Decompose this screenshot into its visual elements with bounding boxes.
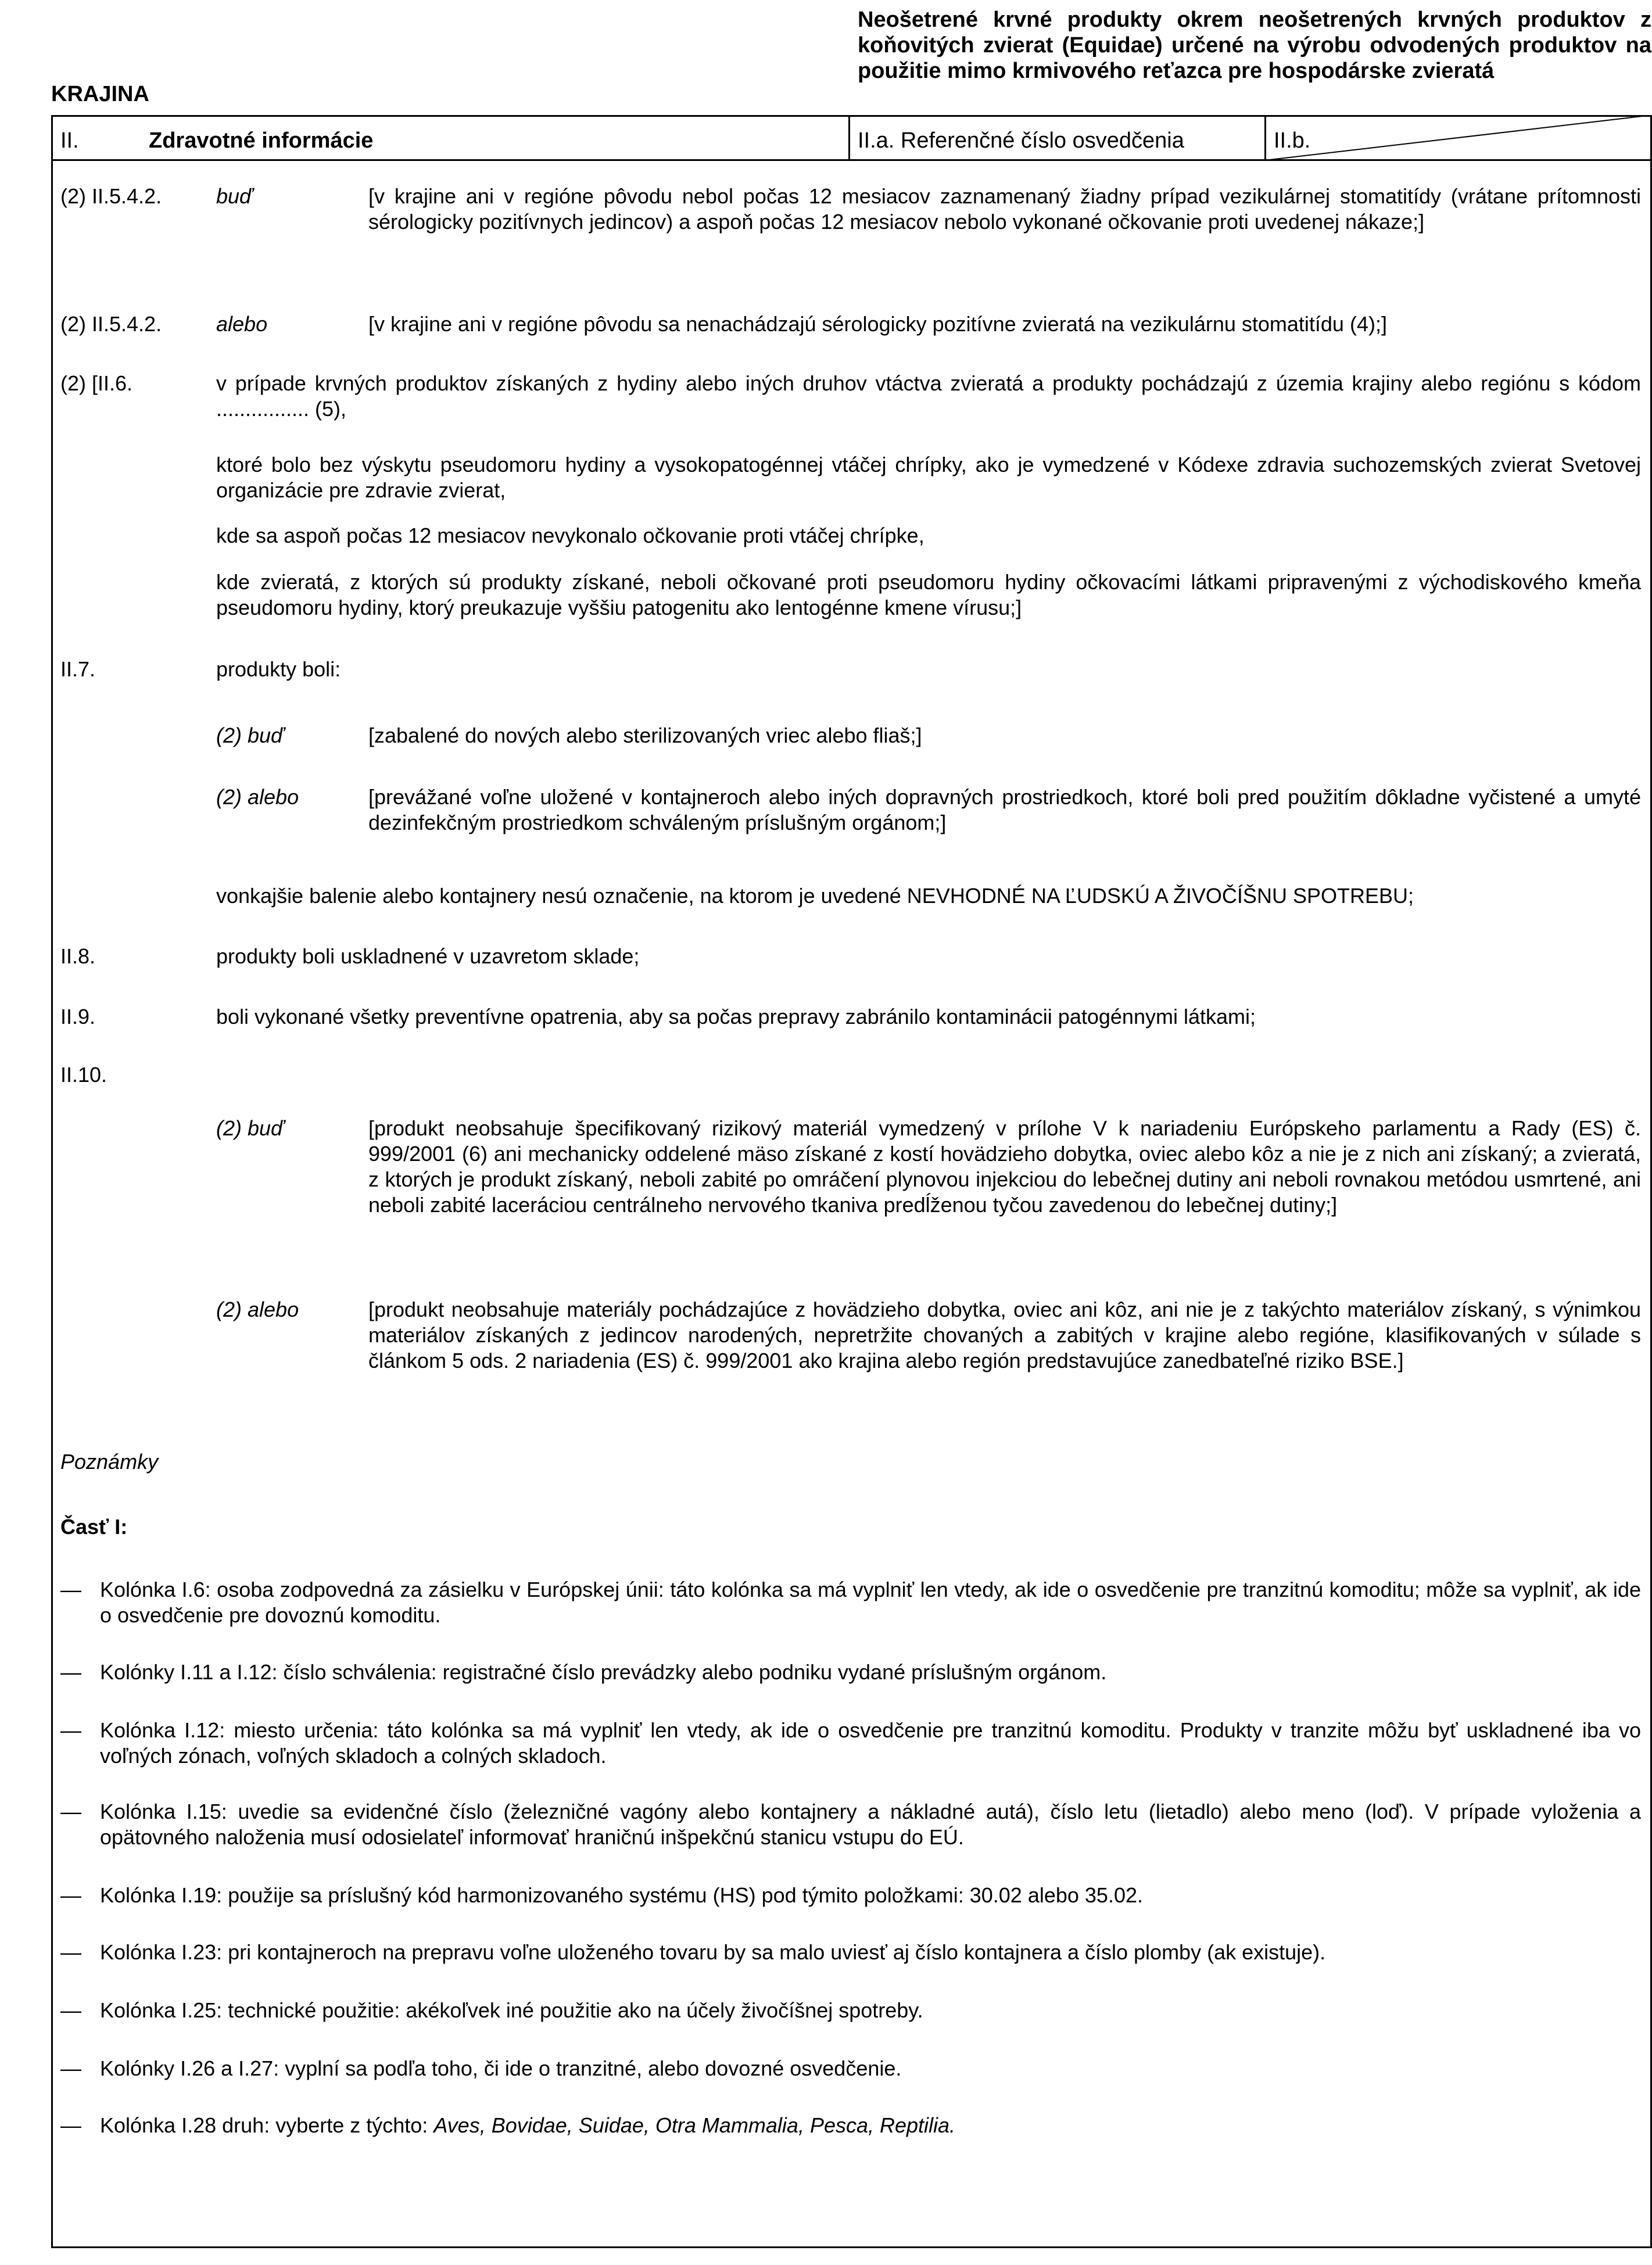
note-text: Kolónky I.26 a I.27: vyplní sa podľa toho, či ide o tranzitné, alebo dovozné osvedčenie. bbox=[100, 2056, 902, 2080]
item-keyword: alebo bbox=[216, 312, 268, 336]
item-intro: produkty boli: bbox=[216, 657, 341, 681]
option-keyword: (2) alebo bbox=[216, 1298, 299, 1321]
option-text: [produkt neobsahuje špecifikovaný rizikový materiál vymedzený v prílohe V k nariadeniu Európskeho parlamentu a Rady (ES) č. 999/2001 (6) ani mechanicky oddelené mäso získané z kostí hovädzieho dobytka, oviec alebo kôz a nie je z nich ani získaný; a zvieratá, z ktorých je produkt získaný, neboli zabité po omráčení plynovou injekciou do lebečnej dutiny ani neboli rovnakou metódou usmrtené, ani neboli zabité laceráciou centrálneho nervového tkaniva predĺženou tyčou zavedenou do lebečnej dutiny;] bbox=[368, 1116, 1641, 1217]
option-text: [produkt neobsahuje materiály pochádzajúce z hovädzieho dobytka, oviec ani kôz, ani nie je z takýchto materiálov získaný, s výnimkou materiálov získaných z jedincov narodených, nepretržite chovaných a zabitých v krajine alebo regióne, klasifikovaných v súlade s článkom 5 ods. 2 nariadenia (ES) č. 999/2001 ako krajina alebo región predstavujúce zanedbateľné riziko BSE.] bbox=[368, 1298, 1641, 1372]
item-text: [v krajine ani v regióne pôvodu nebol počas 12 mesiacov zaznamenaný žiadny prípad vezikulárnej stomatitídy (vrátane prítomnosti sérologicky pozitívnych jedincov) a aspoň počas 12 mesiacov nebolo vykonané očkovanie proti uvedenej nákaze;] bbox=[368, 184, 1641, 234]
item-ref: II.7. bbox=[60, 657, 96, 681]
option-keyword: (2) buď bbox=[216, 723, 284, 747]
note-dash: — bbox=[60, 1800, 81, 1823]
item-ref: (2) [II.6. bbox=[60, 371, 133, 395]
note-dash: — bbox=[60, 1940, 81, 1964]
note-dash: — bbox=[60, 1660, 81, 1684]
frame-left-border bbox=[51, 115, 53, 2248]
note-text bbox=[100, 2113, 1641, 2138]
species-list: Aves, Bovidae, Suidae, Otra Mammalia, Pesca, Reptilia. bbox=[433, 2113, 956, 2137]
item-keyword: buď bbox=[216, 184, 253, 208]
item-paragraph: kde zvieratá, z ktorých sú produkty získané, neboli očkované proti pseudomoru hydiny očkovacími látkami pripravenými z východiskového kmeňa pseudomoru hydiny, ktorý preukazuje vyššiu patogenitu ako lentogénne kmene vírusu;] bbox=[216, 570, 1641, 619]
reference-number-label: II.a. Referenčné číslo osvedčenia bbox=[858, 128, 1184, 153]
option-keyword: (2) buď bbox=[216, 1116, 284, 1140]
notes-part-heading: Časť I: bbox=[60, 1515, 128, 1539]
item-closing: vonkajšie balenie alebo kontajnery nesú označenie, na ktorom je uvedené NEVHODNÉ NA ĽUDSKÚ A ŽIVOČÍŠNU SPOTREBU; bbox=[216, 884, 1414, 908]
note-text-prefix: Kolónka I.28 druh: vyberte z týchto: bbox=[100, 2113, 434, 2137]
item-ref: (2) II.5.4.2. bbox=[60, 312, 162, 336]
option-text: [prevážané voľne uložené v kontajneroch alebo iných dopravných prostriedkoch, ktoré boli pred použitím dôkladne vyčistené a umyté dezinfekčným prostriedkom schváleným príslušným orgánom;] bbox=[368, 785, 1641, 834]
section-header-separator-1 bbox=[848, 115, 850, 160]
note-dash: — bbox=[60, 1578, 81, 1601]
item-text: boli vykonané všetky preventívne opatrenia, aby sa počas prepravy zabránilo kontaminácii patogénnymi látkami; bbox=[216, 1005, 1256, 1028]
note-text: Kolónka I.15: uvedie sa evidenčné číslo (železničné vagóny alebo kontajnery a nákladné autá), číslo letu (lietadlo) alebo meno (loď). V prípade vyloženia a opätovného naloženia musí odosielateľ informovať hraničnú inšpekčnú stanicu vstupu do EÚ. bbox=[100, 1800, 1641, 1849]
note-dash: — bbox=[60, 2113, 81, 2137]
item-ref: II.8. bbox=[60, 944, 96, 968]
country-label: KRAJINA bbox=[51, 82, 149, 106]
item-paragraph: ktoré bolo bez výskytu pseudomoru hydiny a vysokopatogénnej vtáčej chrípky, ako je vymedzené v Kódexe zdravia suchozemských zvierat Svetovej organizácie pre zdravie zvierat, bbox=[216, 453, 1641, 502]
item-paragraph: v prípade krvných produktov získaných z hydiny alebo iných druhov vtáctva zvieratá a produkty pochádzajú z územia krajiny alebo regiónu s kódom ................ (5), bbox=[216, 371, 1641, 421]
diagonal-strike bbox=[1264, 115, 1652, 160]
item-text: [v krajine ani v regióne pôvodu sa nenachádzajú sérologicky pozitívne zvieratá na vezikulárnu stomatitídu (4);] bbox=[368, 312, 1387, 336]
note-text: Kolónky I.11 a I.12: číslo schválenia: registračné číslo prevádzky alebo podniku vydané príslušným orgánom. bbox=[100, 1660, 1107, 1684]
note-dash: — bbox=[60, 2056, 81, 2080]
frame-bottom-border bbox=[51, 2246, 1652, 2248]
section-number: II. bbox=[60, 128, 79, 153]
item-text: produkty boli uskladnené v uzavretom sklade; bbox=[216, 944, 640, 968]
item-ref: II.10. bbox=[60, 1063, 107, 1087]
section-title: Zdravotné informácie bbox=[149, 128, 374, 153]
note-text: Kolónka I.12: miesto určenia: táto kolónka sa má vyplniť len vtedy, ak ide o osvedčenie pre tranzitnú komoditu. Produkty v tranzite môžu byť uskladnené iba vo voľných zónach, voľných skladoch a colných skladoch. bbox=[100, 1718, 1641, 1768]
option-text: [zabalené do nových alebo sterilizovaných vriec alebo fliaš;] bbox=[368, 723, 922, 747]
note-dash: — bbox=[60, 1718, 81, 1742]
note-text: Kolónka I.19: použije sa príslušný kód harmonizovaného systému (HS) pod týmito položkami: 30.02 alebo 35.02. bbox=[100, 1883, 1143, 1907]
notes-heading: Poznámky bbox=[60, 1450, 159, 1474]
note-text: Kolónka I.23: pri kontajneroch na prepravu voľne uloženého tovaru by sa malo uviesť aj číslo kontajnera a číslo plomby (ak existuje). bbox=[100, 1940, 1326, 1964]
note-text: Kolónka I.6: osoba zodpovedná za zásielku v Európskej únii: táto kolónka sa má vyplniť len vtedy, ak ide o osvedčenie pre tranzitnú komoditu; môže sa vyplniť, ak ide o osvedčenie pre dovoznú komoditu. bbox=[100, 1578, 1641, 1627]
note-dash: — bbox=[60, 1998, 81, 2022]
item-ref: (2) II.5.4.2. bbox=[60, 184, 162, 208]
option-keyword: (2) alebo bbox=[216, 785, 299, 809]
item-paragraph: kde sa aspoň počas 12 mesiacov nevykonalo očkovanie proti vtáčej chrípke, bbox=[216, 524, 924, 547]
note-dash: — bbox=[60, 1883, 81, 1907]
iib-label: II.b. bbox=[1274, 128, 1311, 153]
certificate-title: Neošetrené krvné produkty okrem neošetrených krvných produktov z koňovitých zvierat (Equidae) určené na výrobu odvodených produktov na použitie mimo krmivového reťazca pre hospodárske zvieratá bbox=[858, 8, 1651, 83]
item-ref: II.9. bbox=[60, 1005, 96, 1028]
note-text: Kolónka I.25: technické použitie: akékoľvek iné použitie ako na účely živočíšnej spotreby. bbox=[100, 1998, 923, 2022]
